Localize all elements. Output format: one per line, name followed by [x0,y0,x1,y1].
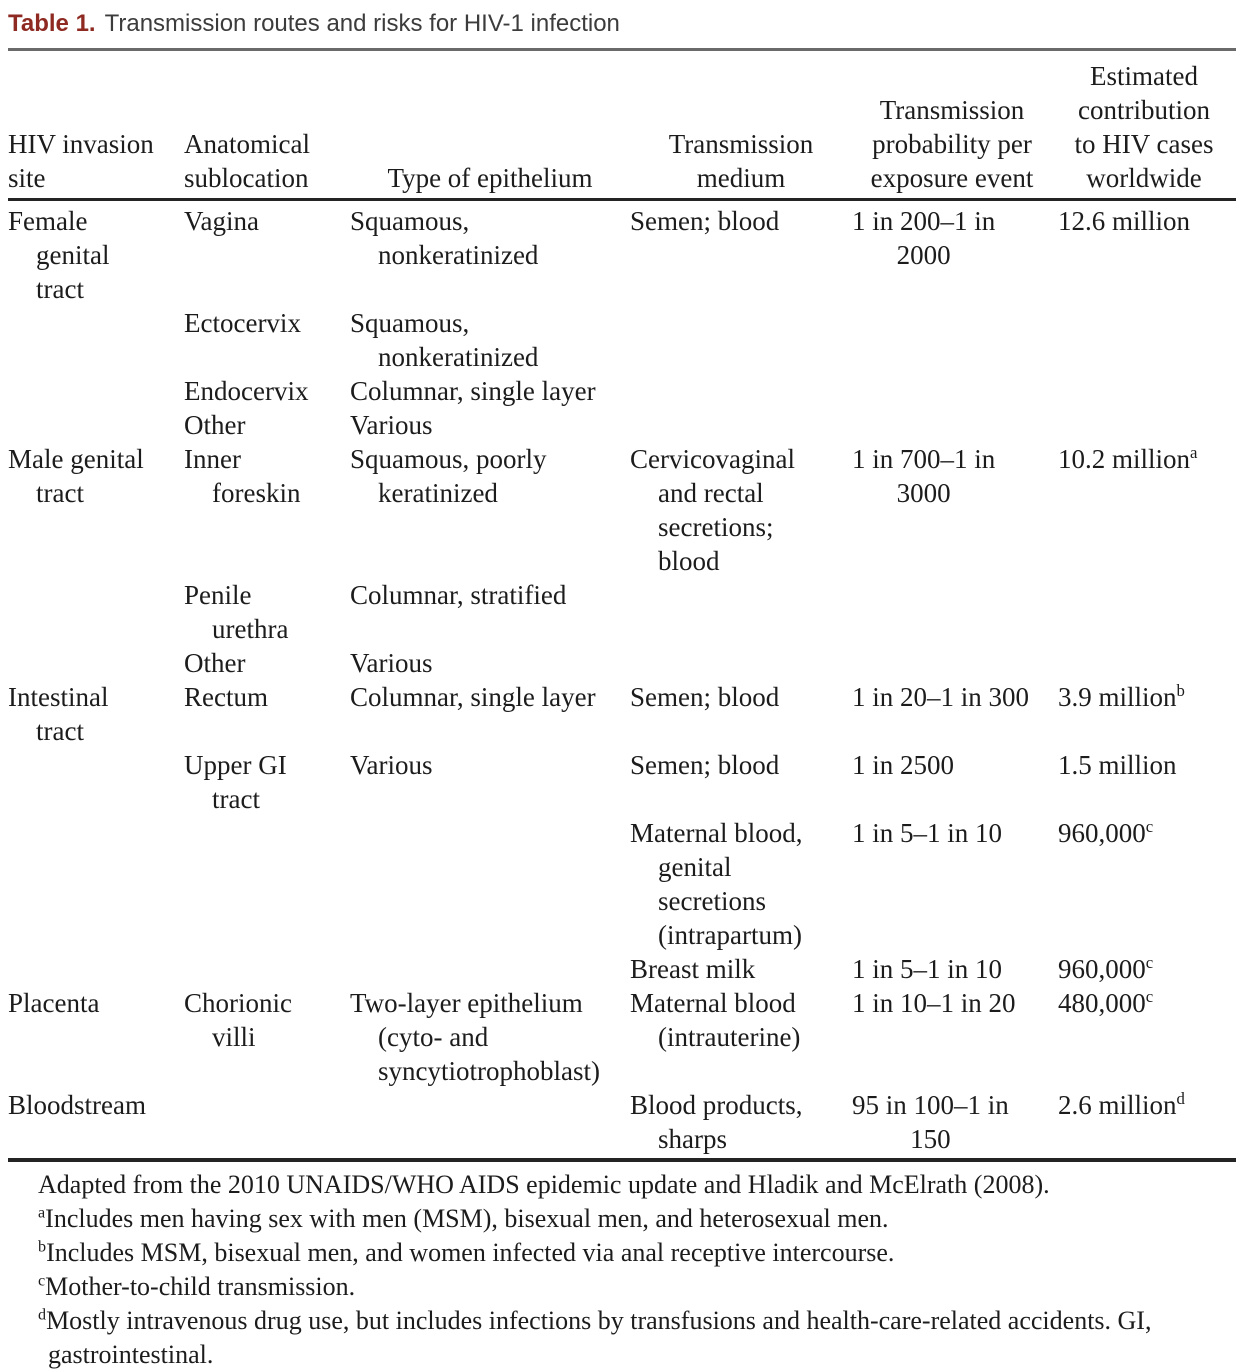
cell-line: Vagina [184,206,259,236]
cell-anatomical-sublocation [184,986,350,1088]
cell-anatomical-sublocation [184,408,350,442]
cell-estimated-contribution [1052,952,1236,986]
cell-line: Endocervix [184,376,309,406]
cell-type-of-epithelium [350,1088,630,1156]
table-header-row [8,51,1236,198]
table-body [8,201,1236,1158]
cell-line: Semen; blood [630,682,780,712]
table-number-label: Table 1. [8,10,96,37]
cell-line: Penile [184,580,252,610]
cell-anatomical-sublocation [184,816,350,952]
column-header-hiv-invasion-site [8,127,184,195]
cell-line: villi [212,1022,256,1052]
table-row [8,442,1236,578]
footnote-marker: a [38,1204,46,1222]
cell-line: 960,000$^c$ [1058,953,1154,984]
cell-line: keratinized [378,478,498,508]
cell-type-of-epithelium [350,204,630,306]
header-line: medium [696,163,786,193]
cell-line: (intrapartum) [658,920,802,950]
table-row [8,408,1236,442]
table-row [8,816,1236,952]
table-title: Transmission routes and risks for HIV-1 infection [104,10,620,37]
cell-type-of-epithelium [350,578,630,646]
cell-hiv-invasion-site [8,442,184,578]
cell-estimated-contribution [1052,986,1236,1088]
probability-text [852,816,1002,850]
cell-hiv-invasion-site [8,986,184,1088]
cell-estimated-contribution [1052,204,1236,306]
footnote-marker: b [1176,681,1185,700]
cell-line: genital [658,852,732,882]
cell-transmission-medium [630,204,852,306]
cell-line: 2000 [896,240,951,270]
table-row [8,952,1236,986]
cell-estimated-contribution [1052,1088,1236,1156]
cell-anatomical-sublocation [184,306,350,374]
cell-estimated-contribution [1052,578,1236,646]
cell-estimated-contribution [1052,748,1236,816]
cell-line: Ectocervix [184,308,301,338]
header-line: Transmission [668,129,814,159]
footnote-marker: a [1190,443,1198,462]
cell-line: sharps [658,1124,727,1154]
cell-line: (intrauterine) [658,1022,801,1052]
cell-hiv-invasion-site [8,680,184,748]
cell-estimated-contribution [1052,816,1236,952]
cell-line: 1 in 10–1 in 20 [852,988,1016,1018]
cell-transmission-medium [630,986,852,1088]
cell-anatomical-sublocation [184,374,350,408]
cell-line: 480,000$^c$ [1058,987,1154,1018]
footnote-marker: c [38,1272,46,1290]
footnote [38,1236,1236,1270]
table-row [8,374,1236,408]
cell-line: Cervicovaginal [630,444,795,474]
cell-line: Rectum [184,682,268,712]
cell-type-of-epithelium [350,306,630,374]
cell-line: Maternal blood [630,988,796,1018]
footnote-line: $^c$Mother-to-child transmission. [38,1272,356,1301]
cell-line: nonkeratinized [378,240,539,270]
cell-hiv-invasion-site [8,374,184,408]
footnote-line: $^a$Includes men having sex with men (MSM), bisexual men, and heterosexual men. [38,1204,889,1233]
table-row [8,986,1236,1088]
header-line: Estimated [1090,61,1198,91]
cell-line: Two-layer epithelium [350,988,583,1018]
cell-line: Inner [184,444,241,474]
cell-transmission-medium [630,748,852,816]
cell-line: secretions; [658,512,774,542]
cell-line: Upper GI [184,750,287,780]
cell-line: Columnar, single layer [350,682,596,712]
cell-line: nonkeratinized [378,342,539,372]
probability-text [852,1088,1009,1156]
cell-line: syncytiotrophoblast) [378,1056,600,1086]
cell-transmission-medium [630,952,852,986]
cell-transmission-probability [852,1088,1052,1156]
cell-estimated-contribution [1052,680,1236,748]
cell-transmission-probability [852,816,1052,952]
header-line: exposure event [870,163,1034,193]
header-line: site [8,163,46,193]
cell-line: 1 in 2500 [852,750,955,780]
cell-type-of-epithelium [350,986,630,1088]
cell-line: tract [36,478,84,508]
cell-hiv-invasion-site [8,578,184,646]
cell-line: Various [350,750,433,780]
cell-hiv-invasion-site [8,204,184,306]
cell-transmission-medium [630,442,852,578]
cell-anatomical-sublocation [184,578,350,646]
cell-line: foreskin [212,478,301,508]
header-line: Type of epithelium [387,163,593,193]
cell-estimated-contribution [1052,646,1236,680]
header-line: HIV invasion [8,129,154,159]
cell-line: 960,000$^c$ [1058,817,1154,848]
cell-transmission-medium [630,816,852,952]
cell-estimated-contribution [1052,306,1236,374]
cell-anatomical-sublocation [184,952,350,986]
footnote-line: $^d$Mostly intravenous drug use, but includes infections by transfusions and health-care-related accidents. GI, [38,1306,1152,1335]
cell-transmission-medium [630,306,852,374]
cell-line: 2.6 million$^d$ [1058,1089,1185,1120]
footnote [38,1270,1236,1304]
cell-line: Squamous, [350,308,470,338]
cell-line: 95 in 100–1 in [852,1090,1009,1120]
cell-estimated-contribution [1052,374,1236,408]
cell-anatomical-sublocation [184,442,350,578]
cell-transmission-medium [630,578,852,646]
column-header-type-of-epithelium [350,161,630,195]
cell-type-of-epithelium [350,952,630,986]
cell-transmission-medium [630,646,852,680]
cell-hiv-invasion-site [8,646,184,680]
cell-line: 12.6 million [1058,206,1191,236]
cell-line: Intestinal [8,682,109,712]
cell-line: Various [350,648,433,678]
table-row [8,204,1236,306]
cell-hiv-invasion-site [8,408,184,442]
footnote-marker: c [1145,987,1154,1006]
cell-line: 3.9 million$^b$ [1058,681,1185,712]
cell-anatomical-sublocation [184,748,350,816]
probability-text [852,204,995,272]
cell-estimated-contribution [1052,408,1236,442]
cell-line: Columnar, stratified [350,580,567,610]
cell-transmission-medium [630,680,852,748]
cell-hiv-invasion-site [8,748,184,816]
cell-line: 1 in 200–1 in [852,206,996,236]
cell-anatomical-sublocation [184,646,350,680]
cell-line: Other [184,648,246,678]
cell-type-of-epithelium [350,646,630,680]
probability-text [852,680,1029,714]
probability-text [852,442,995,510]
header-line: contribution [1078,95,1210,125]
footnote-line: Adapted from the 2010 UNAIDS/WHO AIDS epidemic update and Hladik and McElrath (2008). [38,1170,1050,1199]
cell-line: 1 in 700–1 in [852,444,996,474]
cell-line: Blood products, [630,1090,803,1120]
cell-transmission-medium [630,408,852,442]
column-header-transmission-medium [630,127,852,195]
cell-transmission-probability [852,204,1052,306]
cell-line: 10.2 million$^a$ [1058,443,1198,474]
cell-line: Semen; blood [630,206,780,236]
cell-type-of-epithelium [350,374,630,408]
header-line: to HIV cases [1074,129,1214,159]
cell-line: Chorionic [184,988,292,1018]
cell-line: Columnar, single layer [350,376,596,406]
cell-line: Other [184,410,246,440]
cell-line: genital [36,240,110,270]
cell-line: and rectal [658,478,764,508]
cell-line: 1 in 20–1 in 300 [852,682,1030,712]
cell-transmission-medium [630,1088,852,1156]
header-line: Anatomical [184,129,310,159]
cell-line: Squamous, [350,206,470,236]
header-line: Transmission [879,95,1025,125]
footnote-line: gastrointestinal. [48,1340,214,1369]
cell-transmission-medium [630,374,852,408]
cell-line: tract [212,784,260,814]
table-row [8,1088,1236,1156]
cell-hiv-invasion-site [8,816,184,952]
cell-line: blood [658,546,720,576]
cell-transmission-probability [852,952,1052,986]
table-row [8,306,1236,374]
cell-transmission-probability [852,748,1052,816]
cell-line: Female [8,206,88,236]
cell-line: Breast milk [630,954,756,984]
cell-transmission-probability [852,578,1052,646]
cell-line: 1.5 million [1058,750,1177,780]
cell-line: Male genital [8,444,144,474]
cell-type-of-epithelium [350,816,630,952]
cell-line: tract [36,716,84,746]
cell-line: urethra [212,614,289,644]
cell-type-of-epithelium [350,442,630,578]
cell-hiv-invasion-site [8,1088,184,1156]
footnote-marker: d [1176,1089,1185,1108]
footnote-marker: d [38,1306,47,1324]
probability-text [852,986,1016,1020]
footnote-marker: c [1145,817,1154,836]
cell-type-of-epithelium [350,408,630,442]
cell-anatomical-sublocation [184,1088,350,1156]
cell-line: Placenta [8,988,100,1018]
table-row [8,748,1236,816]
cell-line: secretions [658,886,766,916]
cell-type-of-epithelium [350,748,630,816]
footnote-marker: b [38,1238,47,1256]
cell-transmission-probability [852,442,1052,578]
column-header-estimated-contribution [1052,59,1236,195]
header-line: probability per [872,129,1032,159]
footnote [38,1202,1236,1236]
table-row [8,646,1236,680]
footnote [38,1168,1236,1202]
footnote-line: $^b$Includes MSM, bisexual men, and women infected via anal receptive intercourse. [38,1238,895,1267]
table-caption [8,0,1236,48]
cell-estimated-contribution [1052,442,1236,578]
cell-hiv-invasion-site [8,952,184,986]
table-row [8,578,1236,646]
cell-line: Maternal blood, [630,818,803,848]
cell-anatomical-sublocation [184,204,350,306]
cell-transmission-probability [852,408,1052,442]
cell-line: (cyto- and [378,1022,489,1052]
cell-line: tract [36,274,84,304]
cell-line: Bloodstream [8,1090,146,1120]
cell-hiv-invasion-site [8,306,184,374]
footnotes-block [8,1162,1236,1372]
footnote-marker: c [1145,953,1154,972]
cell-line: 3000 [896,478,951,508]
table-row [8,680,1236,748]
header-line: worldwide [1086,163,1202,193]
cell-anatomical-sublocation [184,680,350,748]
header-line: sublocation [184,163,309,193]
cell-transmission-probability [852,646,1052,680]
cell-transmission-probability [852,374,1052,408]
column-header-transmission-probability [852,93,1052,195]
cell-line: 1 in 5–1 in 10 [852,818,1003,848]
probability-text [852,952,1002,986]
cell-type-of-epithelium [350,680,630,748]
cell-line: 150 [910,1124,951,1154]
cell-transmission-probability [852,306,1052,374]
cell-line: 1 in 5–1 in 10 [852,954,1003,984]
cell-line: Squamous, poorly [350,444,547,474]
cell-transmission-probability [852,986,1052,1088]
footnote [38,1304,1236,1372]
cell-line: Various [350,410,433,440]
cell-transmission-probability [852,680,1052,748]
probability-text [852,748,954,782]
column-header-anatomical-sublocation [184,127,350,195]
cell-line: Semen; blood [630,750,780,780]
